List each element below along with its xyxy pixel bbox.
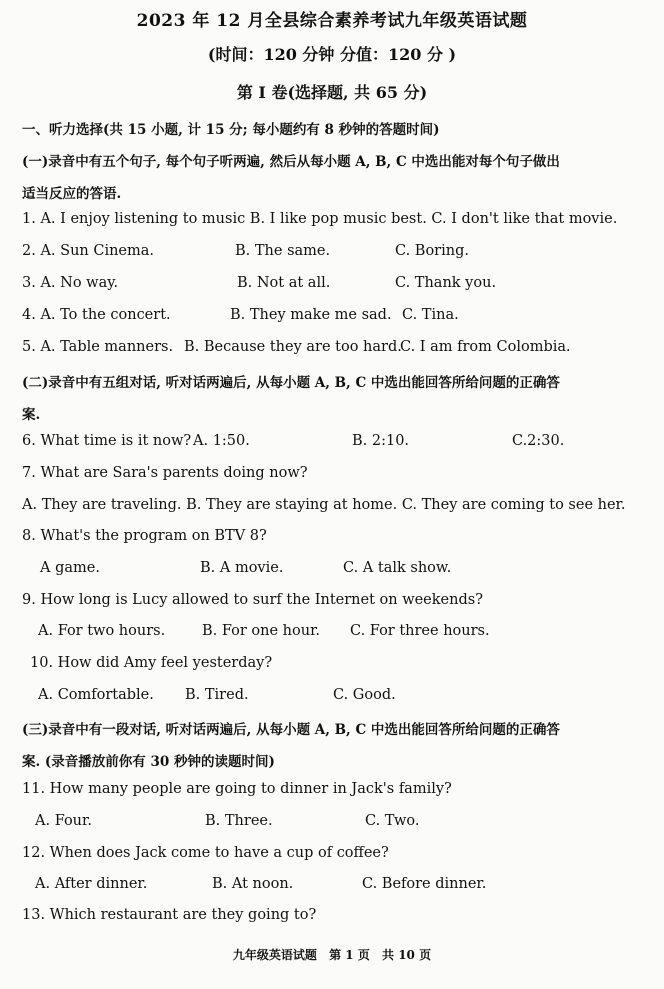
- question-12-option-a: A. After dinner.: [35, 876, 148, 892]
- exam-title: 2023 年 12 月全县综合素养考试九年级英语试题: [136, 11, 528, 31]
- question-7: 7. What are Sara's parents doing now?: [22, 465, 308, 481]
- question-8-option-a: A game.: [40, 560, 100, 576]
- question-11-option-c: C. Two.: [365, 813, 420, 829]
- subsection-1-instruction-cont: 适当反应的答语.: [22, 186, 122, 202]
- question-10-option-a: A. Comfortable.: [38, 687, 154, 703]
- question-10: 10. How did Amy feel yesterday?: [30, 655, 273, 671]
- question-12-option-c: C. Before dinner.: [362, 876, 487, 892]
- question-13: 13. Which restaurant are they going to?: [22, 907, 317, 923]
- question-8: 8. What's the program on BTV 8?: [22, 528, 267, 544]
- question-10-option-c: C. Good.: [333, 687, 396, 703]
- question-9: 9. How long is Lucy allowed to surf the Internet on weekends?: [22, 592, 483, 608]
- question-12-option-b: B. At noon.: [212, 876, 294, 892]
- question-2-option-c: C. Boring.: [395, 243, 469, 259]
- question-9-option-c: C. For three hours.: [350, 623, 490, 639]
- question-11-option-b: B. Three.: [205, 813, 273, 829]
- question-9-option-b: B. For one hour.: [202, 623, 321, 639]
- footer-exam-name: 九年级英语试题: [232, 948, 317, 962]
- question-3-option-b: B. Not at all.: [237, 275, 331, 291]
- subsection-3-instruction-cont: 案. (录音播放前你有 30 秒钟的读题时间): [22, 754, 275, 770]
- question-11-option-a: A. Four.: [35, 813, 92, 829]
- question-8-option-b: B. A movie.: [200, 560, 284, 576]
- question-12: 12. When does Jack come to have a cup of coffee?: [22, 845, 389, 861]
- question-6-option-c: C.2:30.: [512, 433, 565, 449]
- question-6-option-a: A. 1:50.: [193, 433, 250, 449]
- question-7-options: A. They are traveling. B. They are staying at home. C. They are coming to see her.: [22, 497, 626, 513]
- page-footer: [0, 946, 664, 963]
- question-8-option-c: C. A talk show.: [343, 560, 452, 576]
- question-2-option-a: 2. A. Sun Cinema.: [22, 243, 155, 259]
- section-heading: 一、听力选择(共 15 小题, 计 15 分; 每小题约有 8 秒钟的答题时间): [22, 122, 440, 138]
- question-5-option-b: B. Because they are too hard.: [184, 339, 402, 355]
- question-2-option-b: B. The same.: [235, 243, 331, 259]
- subsection-2-instruction-cont: 案.: [22, 407, 41, 423]
- part-heading: 第 I 卷(选择题, 共 65 分): [236, 83, 428, 102]
- question-4-option-b: B. They make me sad.: [230, 307, 392, 323]
- question-6-option-b: B. 2:10.: [352, 433, 410, 449]
- question-4-option-a: 4. A. To the concert.: [22, 307, 171, 323]
- question-10-option-b: B. Tired.: [185, 687, 249, 703]
- subsection-2-instruction: (二)录音中有五组对话, 听对话两遍后, 从每小题 A, B, C 中选出能回答所给问题的正确答: [22, 375, 560, 391]
- question-4-option-c: C. Tina.: [402, 307, 459, 323]
- footer-total-pages: 共 10 页: [382, 948, 432, 962]
- question-3-option-a: 3. A. No way.: [22, 275, 119, 291]
- question-5-option-c: C. I am from Colombia.: [400, 339, 571, 355]
- exam-time-score: (时间：120 分钟 分值：120 分 ): [207, 45, 457, 64]
- question-11: 11. How many people are going to dinner in Jack's family?: [22, 781, 452, 797]
- subsection-3-instruction: (三)录音中有一段对话, 听对话两遍后, 从每小题 A, B, C 中选出能回答所给问题的正确答: [22, 722, 560, 738]
- footer-page-number: 第 1 页: [329, 948, 370, 962]
- question-6: 6. What time is it now?: [22, 433, 192, 449]
- question-5-option-a: 5. A. Table manners.: [22, 339, 174, 355]
- question-1: 1. A. I enjoy listening to music B. I like pop music best. C. I don't like that movie.: [22, 211, 618, 227]
- subsection-1-instruction: (一)录音中有五个句子, 每个句子听两遍, 然后从每小题 A, B, C 中选出能对每个句子做出: [22, 154, 560, 170]
- question-3-option-c: C. Thank you.: [395, 275, 497, 291]
- question-9-option-a: A. For two hours.: [38, 623, 166, 639]
